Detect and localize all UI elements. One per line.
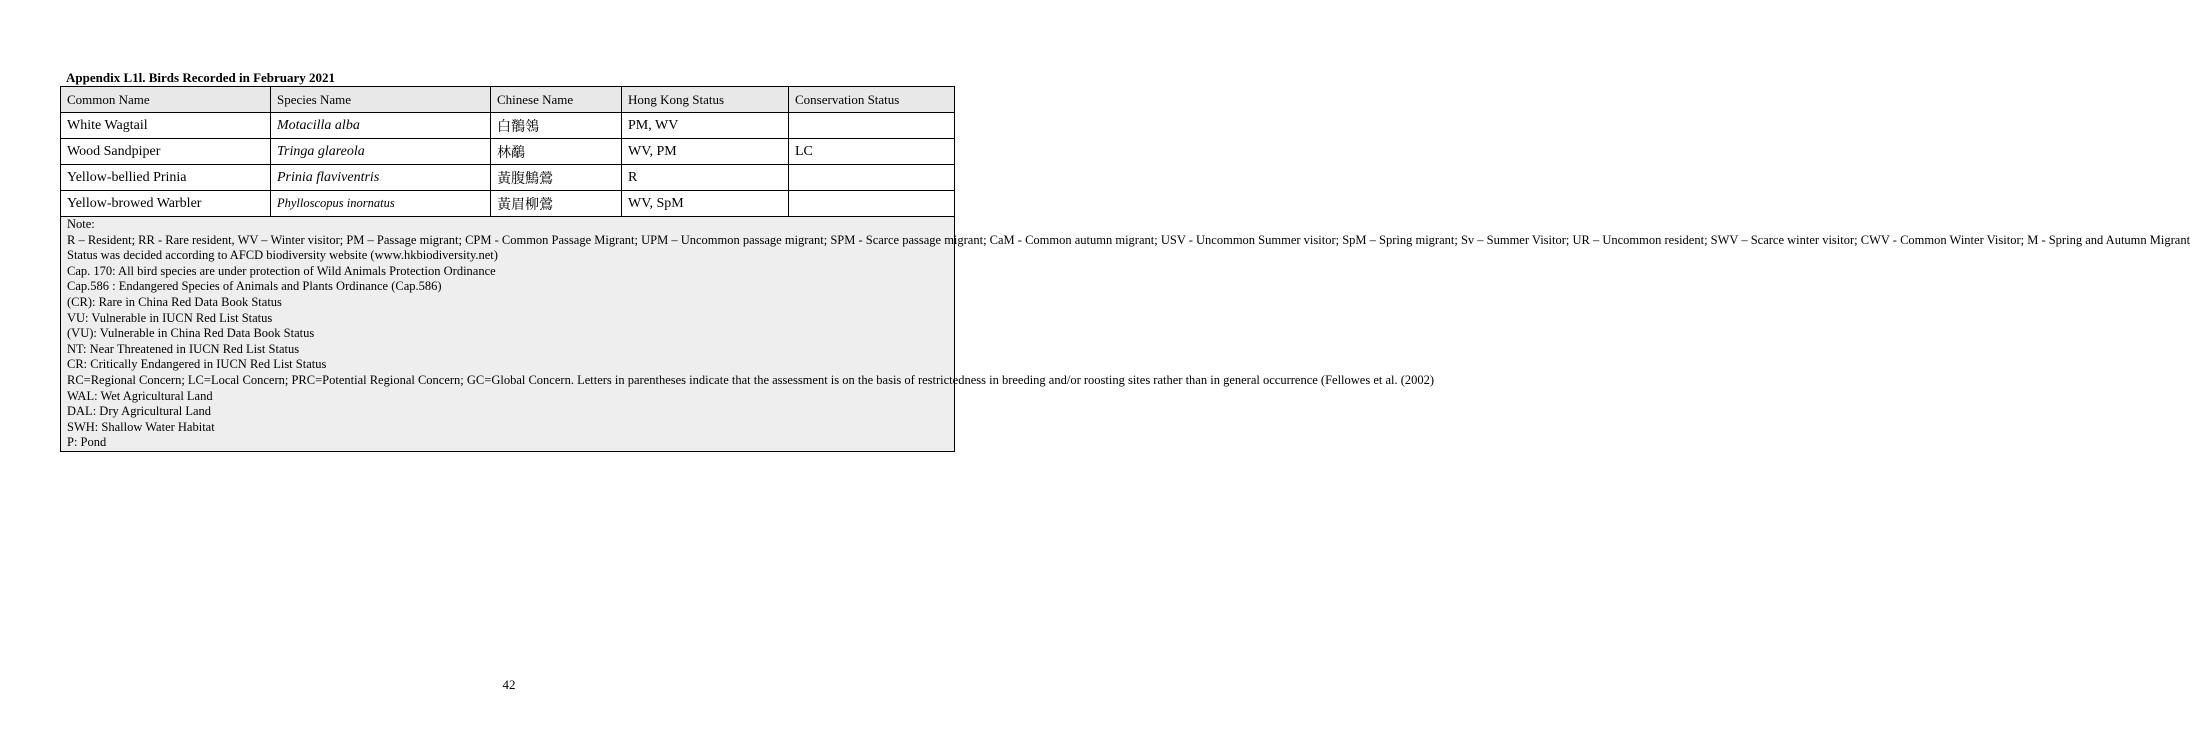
table-row [61, 165, 955, 191]
table-row [61, 139, 955, 165]
note-swh: SWH: Shallow Water Habitat [67, 419, 215, 434]
common-name-cell: White Wagtail [61, 113, 271, 139]
birds-table [60, 86, 2190, 452]
notes-row [61, 217, 955, 452]
chinese-name-cell: 白鶺鴒 [491, 113, 622, 139]
common-name-cell: Yellow-bellied Prinia [61, 165, 271, 191]
page-number: 42 [502, 677, 516, 692]
note-china-vu: (VU): Vulnerable in China Red Data Book Status [67, 326, 315, 341]
hk-status-cell: R [622, 165, 789, 191]
note-iucn-cr: CR: Critically Endangered in IUCN Red List Status [67, 357, 327, 372]
notes-cell [61, 217, 2190, 452]
note-cap-586: Cap.586 : Endangered Species of Animals and Plants Ordinance (Cap.586) [67, 279, 442, 294]
table-row [61, 113, 955, 139]
header-chinese-name: Chinese Name [491, 87, 622, 113]
chinese-name-cell: 黃眉柳鶯 [491, 191, 622, 217]
table-caption: Appendix L1l. Birds Recorded in February 2021 [66, 70, 336, 85]
species-name-cell: Tringa glareola [271, 139, 491, 165]
chinese-name-cell: 黃腹鷦鶯 [491, 165, 622, 191]
hk-status-cell: PM, WV [622, 113, 789, 139]
note-china-cr: (CR): Rare in China Red Data Book Status [67, 294, 282, 309]
note-wal: WAL: Wet Agricultural Land [67, 388, 213, 403]
species-name-cell: Phylloscopus inornatus [271, 191, 491, 217]
note-pond: P: Pond [67, 435, 107, 450]
common-name-cell: Yellow-browed Warbler [61, 191, 271, 217]
conservation-status-cell [789, 165, 955, 191]
note-dal: DAL: Dry Agricultural Land [67, 404, 212, 419]
conservation-status-cell: LC [789, 139, 955, 165]
species-name-cell: Motacilla alba [271, 113, 491, 139]
table-row [61, 191, 955, 217]
note-concern-codes: RC=Regional Concern; LC=Local Concern; PRC=Potential Regional Concern; GC=Global Concern. Letters in parentheses indicate that the assessment is on the basis of restrictedness in breeding and/or roosting sites rather than in general occurrence (Fellowes et al. (2002) [67, 372, 1435, 387]
note-iucn-nt: NT: Near Threatened in IUCN Red List Status [67, 341, 300, 356]
species-name-cell: Prinia flaviventris [271, 165, 491, 191]
header-conservation-status: Conservation Status [789, 87, 955, 113]
conservation-status-cell [789, 113, 955, 139]
common-name-cell: Wood Sandpiper [61, 139, 271, 165]
conservation-status-cell [789, 191, 955, 217]
header-common-name: Common Name [61, 87, 271, 113]
header-species-name: Species Name [271, 87, 491, 113]
hk-status-cell: WV, PM [622, 139, 789, 165]
header-hong-kong-status: Hong Kong Status [622, 87, 789, 113]
note-heading: Note: [67, 217, 95, 231]
hk-status-cell: WV, SpM [622, 191, 789, 217]
note-iucn-vu: VU: Vulnerable in IUCN Red List Status [67, 310, 273, 325]
table-header-row [61, 87, 955, 113]
note-status-source: Status was decided according to AFCD biodiversity website (www.hkbiodiversity.net) [67, 248, 498, 263]
note-status-codes: R – Resident; RR - Rare resident, WV – Winter visitor; PM – Passage migrant; CPM - Common Passage Migrant; UPM – Uncommon passage migrant; SPM - Scarce passage migrant; CaM - Common autumn migrant; USV - Uncommon Summer visitor; SpM – Spring migrant; Sv – Summer Visitor; UR – Uncommon resident; SWV – Scarce winter visitor; CWV - Common Winter Visitor; M - Spring and Autumn Migrant [67, 232, 2190, 247]
note-cap-170: Cap. 170: All bird species are under protection of Wild Animals Protection Ordinance [67, 263, 496, 278]
chinese-name-cell: 林鷸 [491, 139, 622, 165]
